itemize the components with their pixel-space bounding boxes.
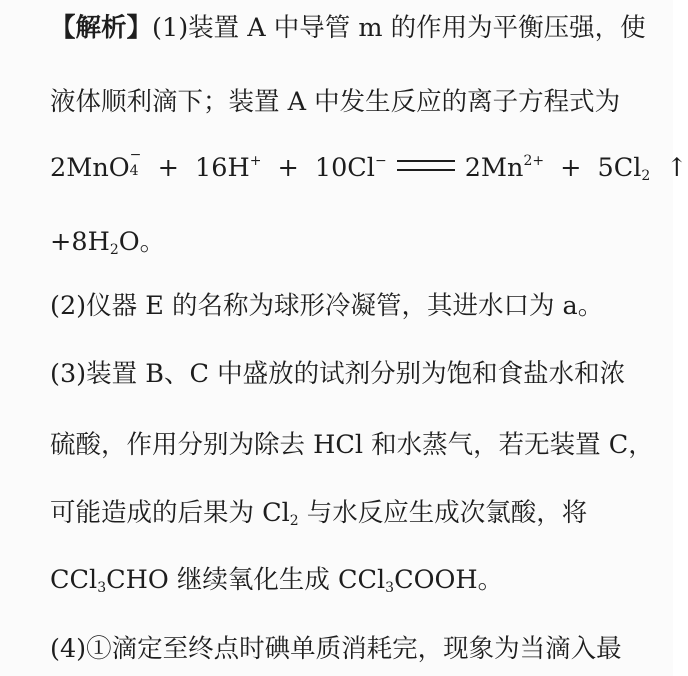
plus-sign-1: + bbox=[157, 153, 180, 183]
analysis-line-2 bbox=[50, 87, 670, 117]
analysis-text-8a: 可能造成的后果为 Cl bbox=[50, 498, 290, 528]
analysis-line-7 bbox=[50, 430, 670, 460]
plus-sign-3: + bbox=[560, 153, 582, 183]
analysis-line-1 bbox=[50, 13, 670, 43]
ccl3-sub-1: 3 bbox=[97, 580, 107, 596]
hydrogen-term: 16H bbox=[195, 153, 250, 183]
analysis-text-7: 硫酸，作用分别为除去 HCl 和水蒸气，若无装置 C， bbox=[50, 430, 654, 460]
analysis-line-9 bbox=[50, 565, 670, 595]
permanganate-charge-sup: − bbox=[129, 147, 142, 163]
chloride-term: 10Cl bbox=[314, 153, 375, 183]
analysis-text-5: (2)仪器 E 的名称为球形冷凝管，其进水口为 a。 bbox=[50, 291, 604, 321]
manganese-term: 2Mn bbox=[464, 153, 524, 183]
analysis-line-8 bbox=[50, 498, 670, 528]
plus-sign-2: + bbox=[277, 153, 299, 183]
equals-sign bbox=[397, 160, 455, 171]
analysis-text-10: (4)①滴定至终点时碘单质消耗完，现象为当滴入最 bbox=[50, 634, 622, 664]
permanganate-term: 2MnO bbox=[50, 153, 130, 183]
cooh-term: COOH。 bbox=[394, 565, 504, 595]
ccl3-1: CCl bbox=[50, 565, 98, 595]
analysis-tag: 【解析】 bbox=[50, 13, 153, 43]
analysis-text-9: CHO 继续氧化生成 CCl bbox=[106, 565, 386, 595]
permanganate-charge bbox=[129, 147, 142, 179]
analysis-text-8b: 与水反应生成次氯酸，将 bbox=[298, 498, 588, 528]
hydrogen-charge: + bbox=[249, 153, 262, 169]
analysis-text-6: (3)装置 B、C 中盛放的试剂分别为饱和食盐水和浓 bbox=[50, 359, 626, 389]
water-sub: 2 bbox=[109, 242, 119, 258]
ionic-equation-cont bbox=[50, 227, 670, 257]
analysis-line-5 bbox=[50, 291, 670, 321]
gas-arrow-icon: ↑ bbox=[666, 153, 688, 183]
analysis-line-6 bbox=[50, 359, 670, 389]
chlorine-term: 5Cl bbox=[597, 153, 642, 183]
permanganate-sub: 4 bbox=[129, 163, 139, 179]
chlorine-sub: 2 bbox=[641, 168, 651, 184]
chloride-charge: − bbox=[374, 153, 387, 169]
chlorine-sub-2: 2 bbox=[289, 513, 299, 529]
analysis-line-10 bbox=[50, 634, 670, 664]
ionic-equation bbox=[50, 147, 688, 184]
analysis-text-1: (1)装置 A 中导管 m 的作用为平衡压强，使 bbox=[152, 13, 646, 43]
ccl3-sub-2: 3 bbox=[385, 580, 395, 596]
water-prefix: +8H bbox=[50, 227, 110, 257]
analysis-text-2: 液体顺利滴下；装置 A 中发生反应的离子方程式为 bbox=[50, 87, 621, 117]
water-suffix: O。 bbox=[118, 227, 166, 257]
manganese-charge: 2+ bbox=[523, 153, 545, 169]
